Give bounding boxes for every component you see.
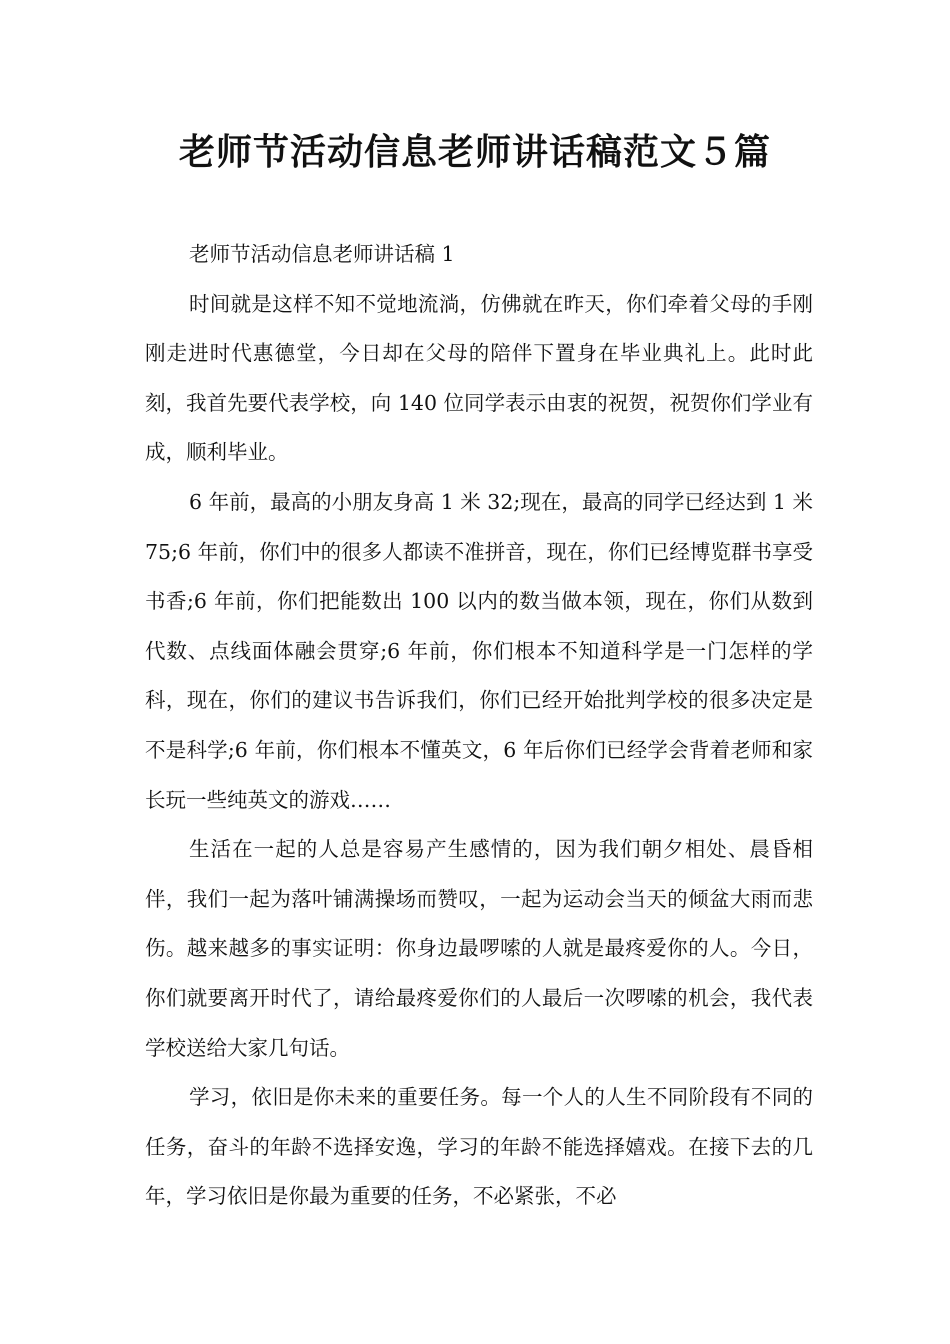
document-body: [145, 230, 813, 1222]
section-heading: 老师节活动信息老师讲话稿 1: [189, 242, 455, 266]
document-title: 老师节活动信息老师讲话稿范文５篇: [178, 132, 771, 173]
paragraph: 生活在一起的人总是容易产生感情的，因为我们朝夕相处、晨昏相伴，我们一起为落叶铺满操场而赞叹，一起为运动会当天的倾盆大雨而悲伤。越来越多的事实证明：你身边最啰嗦的人就是最疼爱你的人。今日，你们就要离开时代了，请给最疼爱你们的人最后一次啰嗦的机会，我代表学校送给大家几句话。: [145, 837, 813, 1060]
paragraph: 6 年前，最高的小朋友身高 1 米 32;现在，最高的同学已经达到 1 米 75;6 年前，你们中的很多人都读不准拼音，现在，你们已经博览群书享受书香;6 年前，你们把能数出 100 以内的数当做本领，现在，你们从数到代数、点线面体融会贯穿;6 年前，你们根本不知道科学是一门怎样的学科，现在，你们的建议书告诉我们，你们已经开始批判学校的很多决定是不是科学;6 年前，你们根本不懂英文，6 年后你们已经学会背着老师和家长玩一些纯英文的游戏……: [145, 489, 813, 812]
paragraph: 学习，依旧是你未来的重要任务。每一个人的人生不同阶段有不同的任务，奋斗的年龄不选择安逸，学习的年龄不能选择嬉戏。在接下去的几年，学习依旧是你最为重要的任务，不必紧张，不必: [145, 1085, 813, 1209]
paragraph: 时间就是这样不知不觉地流淌，仿佛就在昨天，你们牵着父母的手刚刚走进时代惠德堂，今日却在父母的陪伴下置身在毕业典礼上。此时此刻，我首先要代表学校，向 140 位同学表示由衷的祝贺，祝贺你们学业有成，顺利毕业。: [145, 291, 813, 465]
